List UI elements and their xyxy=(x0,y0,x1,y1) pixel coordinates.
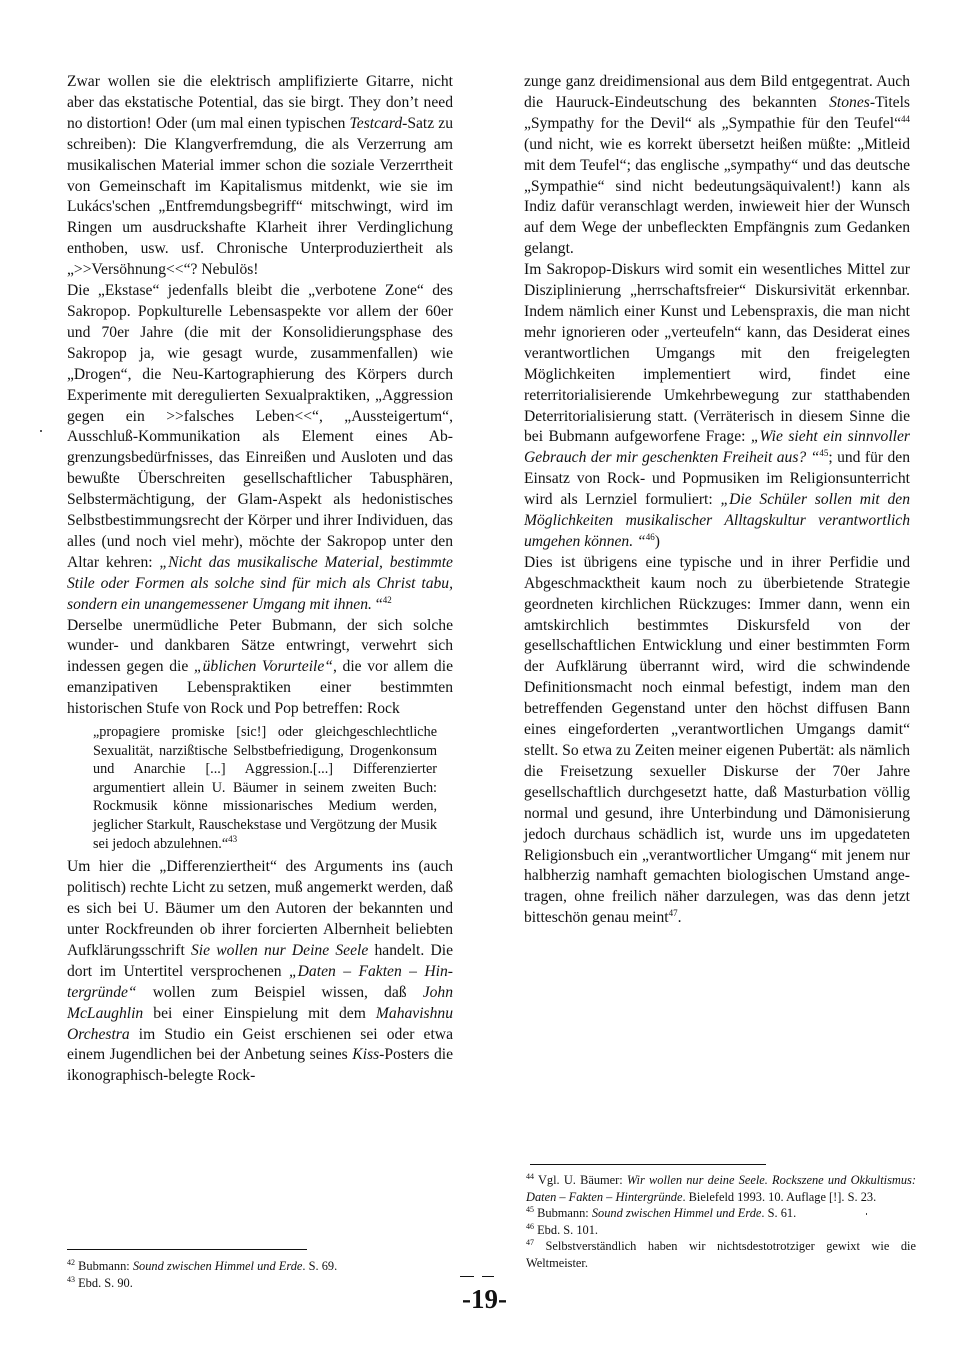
footnote-ref: 44 xyxy=(901,113,910,124)
text-run: im Studio ein Geist erschienen sei oder etwa einem Jugendlichen bei der Anbetung seines xyxy=(67,1025,453,1064)
text-run: Die „Ekstase“ jedenfalls bleibt die „verbotene Zone“ des Sakropop. Popkulturelle Lebensaspekte vor allem der 60er und 70er Jahre (die mit der Konsolidierungsphase des Sakropop ja, wie gesagt wurde, zusammenfallen) wie „Drogen“, die Neu-Kartographierung des Körpers durch Experimente mit deregulierten Sexualpraktiken, „Aggression gegen ein >>falsches Leben<<“, „Aussteigertum“, Ausschluß-Kommunikation als Element eines Abgrenzungsbedürfnisses, das Einreißen und Ausloten und das bewußte Überschreiten gesellschaftlicher Tabusphären, Selbstermächtigung, der Glam-Aspekt als hedonistisches Selbstbestimmungsrecht der Körper und ihrer Individuen, das alles (und noch viel mehr), möchte der Sakropop unter den Altar kehren: xyxy=(67,282,453,571)
paragraph xyxy=(67,72,453,281)
italic-quote: „Nicht das musikalische Material, bestimmte Stile oder Formen als solche sind für mich als Christ tabu, sondern ein unangemessener Umgang mit ihnen. xyxy=(67,553,453,613)
text-run: Derselbe unermüdliche Peter Bubmann, der sich solche wunder- und dankbaren Sätze entwringt, verwehrt sich indessen gegen die xyxy=(67,616,453,676)
text-run: “ xyxy=(371,595,383,613)
text-run: wollen zum Beispiel wissen, daß xyxy=(136,983,423,1001)
text-run: . xyxy=(677,909,682,927)
footnote-text: Selbstverständlich haben wir nichtsdestotrotziger gewixt wie die Weltmeister. xyxy=(526,1239,916,1270)
footnote-ref: 47 xyxy=(668,908,678,919)
text-run: , die vor allem die emanzipativen Lebenspraktiken einer bestimmten historischen Stufe von Rock und Pop betreffen: Rock xyxy=(67,658,453,718)
italic-name: John McLaughlin xyxy=(67,983,453,1022)
footnote-text: . S. 69. xyxy=(302,1259,338,1273)
footnote-divider xyxy=(67,1249,307,1250)
text-run: handelt. Die dort im Untertitel versprochenen xyxy=(67,941,453,980)
footnote-ref: 45 xyxy=(819,448,829,459)
footnote-ref: 42 xyxy=(382,594,392,605)
right-column xyxy=(524,72,910,929)
left-column xyxy=(67,72,453,1087)
text-run: ) xyxy=(654,532,660,550)
footnote-text: Bubmann: xyxy=(78,1259,133,1273)
paragraph xyxy=(67,857,453,1087)
text-run: bei einer Einspielung mit dem xyxy=(143,1004,376,1022)
page-number: -19- xyxy=(462,1284,507,1314)
footnote-text: Vgl. U. Bäumer: xyxy=(537,1173,627,1187)
paragraph xyxy=(67,281,453,616)
footnote xyxy=(526,1222,916,1239)
text-run: Im Sakropop-Diskurs wird somit ein wesentliches Mittel zur Disziplinierung „herrschaftsfreier“ Diskursivität erkennbar. Indem nämlich einer Kunst und Lebenspraxis, die man nicht mehr ignorieren oder „verteufeln“ kann, das Desiderat eines verantwortlichen Umgangs mit den freigelegten Möglichkeiten implementiert wird, findet eine reterritorialisierende Umkehrbewegung zur statthabenden Deterritorialisierung statt. (Verräterisch in diesem Sinne die bei Bubmann aufgeworfene Frage: xyxy=(524,261,910,446)
paragraph xyxy=(524,553,910,929)
footnote xyxy=(526,1205,916,1222)
dash xyxy=(482,1276,494,1277)
text-run: -Satz zu schreiben): Die Klangverfremdung, die als Verzerrung am musikalischen Material immer schon die soziale Verzerrtheit von Gemeinschaft im Kapitalismus mitdenkt, wie sie im Lukács'schen „Entfremdungsbegriff“ mitschwingt, wird im Ringen um ausdruckshafte Klarheit ihrer Verdinglichung enthoben, usw. usf. Chronische Unterproduziertheit als „>>Versöhnung<<“? Nebulös! xyxy=(67,114,453,279)
footnote xyxy=(67,1258,457,1275)
italic-quote: „Daten – Fakten – Hintergründe“ xyxy=(67,962,453,1001)
footnote-text: Ebd. S. 101. xyxy=(537,1222,599,1237)
text-run: Um hier die „Differenziertheit“ des Arguments ins (auch politisch) rechte Licht zu setzen, muß angemerkt werden, daß es sich bei U. Bäumer um den Autoren der bekannten und unter Rockfreunden ob ihrer forcierten Albernheit beliebten Aufklärungsschrift xyxy=(67,858,453,959)
scan-speck xyxy=(40,430,42,432)
italic-name: Kiss xyxy=(352,1046,380,1064)
footnote-number: 43 xyxy=(67,1274,75,1284)
paragraph xyxy=(524,260,910,553)
footnote-text: . S. 61. xyxy=(761,1206,797,1220)
page-number-dashes xyxy=(460,1276,510,1277)
quote-text: „propagiere promiske [sic!] oder gleichgeschlechtliche Sexualität, narzißtische Selbstbefriedigung, Drogenkonsum und Anarchie [...] Aggression.[...] Differenzierter argumentiert allein U. Bäumer in seinem zweiten Buch: Rockmusik könne missionarisches Medium werden, jeglicher Starkult, Rauschekstase und Vergötzung der Musik sei jedoch abzulehnen.“ xyxy=(93,724,437,852)
footnote-number: 45 xyxy=(526,1205,534,1214)
footnotes-right xyxy=(526,1172,916,1271)
footnote xyxy=(526,1238,916,1271)
footnote-number: 46 xyxy=(526,1221,534,1231)
italic-name: Stones xyxy=(829,93,870,111)
footnote-text: . Bielefeld 1993. 10. Auflage [!]. S. 23. xyxy=(682,1189,877,1204)
footnote-text: Ebd. S. 90. xyxy=(78,1275,133,1290)
text-run: Zwar wollen sie die elektrisch amplifizierte Gitarre, nicht aber das ekstatische Potential, das sie birgt. They don’t need no distortion! Oder (um mal einen typischen xyxy=(67,73,453,132)
footnote-number: 47 xyxy=(526,1238,534,1247)
italic-term: Testcard xyxy=(349,114,403,132)
footnote-title: Sound zwischen Himmel und Erde xyxy=(591,1206,762,1220)
footnote-number: 44 xyxy=(526,1172,534,1181)
text-run: -Posters die ikonographisch-belegte Rock- xyxy=(67,1046,454,1085)
block-quote xyxy=(93,723,437,853)
footnote-title: Sound zwischen Himmel und Erde xyxy=(132,1259,303,1273)
italic-quote: „üblichen Vorurteile“ xyxy=(193,658,333,676)
footnote-ref: 46 xyxy=(645,531,655,542)
footnote xyxy=(526,1172,916,1205)
footnote xyxy=(67,1275,457,1292)
footnote-text: Bubmann: xyxy=(537,1206,592,1220)
paragraph xyxy=(67,616,453,721)
italic-name: Mahavishnu Orchestra xyxy=(67,1004,453,1043)
italic-quote: „Wie sieht ein sinnvoller Gebrauch der mir geschenkten Freiheit aus? “ xyxy=(524,428,910,467)
italic-title: Sie wollen nur Deine Seele xyxy=(191,941,369,959)
footnote-number: 42 xyxy=(67,1258,75,1267)
text-run: -Titels „Sympathy for the Devil“ als „Sympathie für den Teufel“ xyxy=(524,93,910,132)
footnote-divider xyxy=(530,1164,766,1165)
footnotes-left xyxy=(67,1258,457,1291)
text-run: zunge ganz dreidimensional aus dem Bild entgegentrat. Auch die Hauruck-Eindeutschung des bekannten xyxy=(524,73,910,111)
text-run: (und nicht, wie es korrekt übersetzt heißen müßte: „Mitleid mit dem Teufel“; das englische „sympathy“ und das deutsche „Sympathie“ sind nicht bedeutungsäquivalent!) kann als Indiz dafür veranschlagt werden, inwieweit hier der Wunsch auf dem Wege der unbefleckten Empfängnis zum Gedanken gelangt. xyxy=(524,135,910,258)
text-run: Dies ist übrigens eine typische und in ihrer Perfidie und Abgeschmacktheit kaum noch zu überbietende Strategie geordneten kirchlichen Rückzuges: Immer dann, wenn ein amtskirchlich bestimmtes Diskursfeld von der gesellschaftlichen Entwicklung und einer bestimmten Form der Aufklärung überrannt wird, wird die schwindende Definitionsmacht noch einmal befestigt, indem man den betreffenden Gegenstand unter den höchst diffusen Bann eines eingeforderten „verantwortlichen Umgangs damit“ stellt. So etwa zu Zeiten meiner eigenen Pubertät: als nämlich die Freisetzung sexueller Diskurse der 70er Jahre gesellschaftlich durchgesetzt hatte, daß Masturbation völlig normal und gesund, ihre Unterbindung und Dämonisierung jedoch durchaus schädlich ist, wurde uns im upgedateten Religionsbuch ein „verantwortlicher Umgang“ mit jenem nur halbherzig namhaft gemachten biologischen Umstand angetragen, ohne freilich näher darzulegen, was das denn jetzt bitteschön genau meint xyxy=(524,553,910,927)
scan-speck xyxy=(866,1213,867,1215)
paragraph xyxy=(524,72,910,260)
italic-quote: „Die Schüler sollen mit den Möglichkeiten musikalischer Alltagskultur verantwortlich umgehen können. “ xyxy=(524,491,911,550)
footnote-title: Wir wollen nur deine Seele. Rockszene und Okkultismus: Daten – Fakten – Hintergründe xyxy=(526,1173,916,1204)
footnote-ref: 43 xyxy=(228,833,238,844)
dash xyxy=(460,1276,474,1277)
text-run: ; und für den Einsatz von Rock- und Popmusiken im Religionsunterricht wird als Lernziel formuliert: xyxy=(524,449,910,509)
